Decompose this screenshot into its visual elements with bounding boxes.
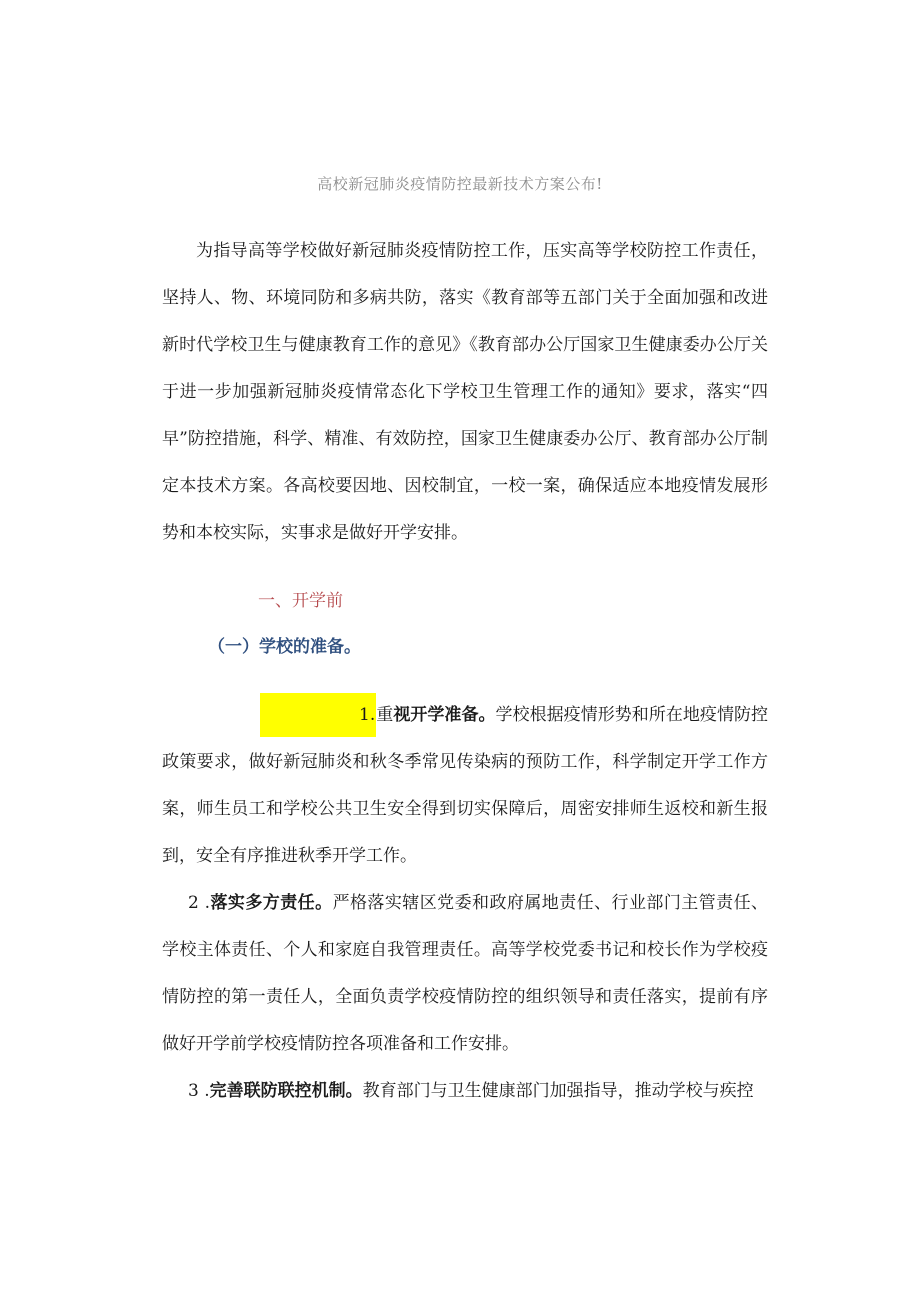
- item-paragraph-1: [162, 692, 768, 880]
- document-title: 高校新冠肺炎疫情防控最新技术方案公布!: [317, 175, 603, 193]
- item-3-text: 教育部门与卫生健康部门加强指导，推动学校与疾控: [362, 1081, 754, 1101]
- intro-paragraph: 为指导高等学校做好新冠肺炎疫情防控工作，压实高等学校防控工作责任，坚持人、物、环境同防和多病共防，落实《教育部等五部门关于全面加强和改进新时代学校卫生与健康教育工作的意见》《教育部办公厅国家卫生健康委办公厅关于进一步加强新冠肺炎疫情常态化下学校卫生管理工作的通知》要求，落实“四早”防控措施，科学、精准、有效防控，国家卫生健康委办公厅、教育部办公厅制定本技术方案。各高校要因地、因校制宜，一校一案，确保适应本地疫情发展形势和本校实际，实事求是做好开学安排。: [162, 241, 768, 543]
- item-2-bold-title: 落实多方责任。: [210, 893, 333, 913]
- section-heading-before-school: 一、开学前: [258, 591, 343, 611]
- highlighted-item-number: 1.: [260, 693, 376, 737]
- item-1-first-char: 重: [376, 705, 394, 725]
- item-2-text: 严格落实辖区党委和政府属地责任、行业部门主管责任、学校主体责任、个人和家庭自我管理责任。高等学校党委书记和校长作为学校疫情防控的第一责任人，全面负责学校疫情防控的组织领导和责任落实，提前有序做好开学前学校疫情防控各项准备和工作安排。: [162, 893, 769, 1054]
- subsection-heading-school-preparation: （一）学校的准备。: [208, 637, 361, 657]
- item-1-text: 学校根据疫情形势和所在地疫情防控政策要求，做好新冠肺炎和秋冬季常见传染病的预防工作，科学制定开学工作方案，师生员工和学校公共卫生安全得到切实保障后，周密安排师生返校和新生报到，安全有序推进秋季开学工作。: [162, 705, 769, 866]
- item-3-bold-title: 完善联防联控机制。: [209, 1081, 363, 1101]
- item-3-number: 3 .: [188, 1081, 210, 1101]
- item-1-bold-title: 视开学准备。: [393, 705, 496, 725]
- item-2-number: 2 .: [188, 893, 211, 913]
- item-paragraph-2: [162, 880, 768, 1068]
- item-paragraph-3: [162, 1068, 768, 1115]
